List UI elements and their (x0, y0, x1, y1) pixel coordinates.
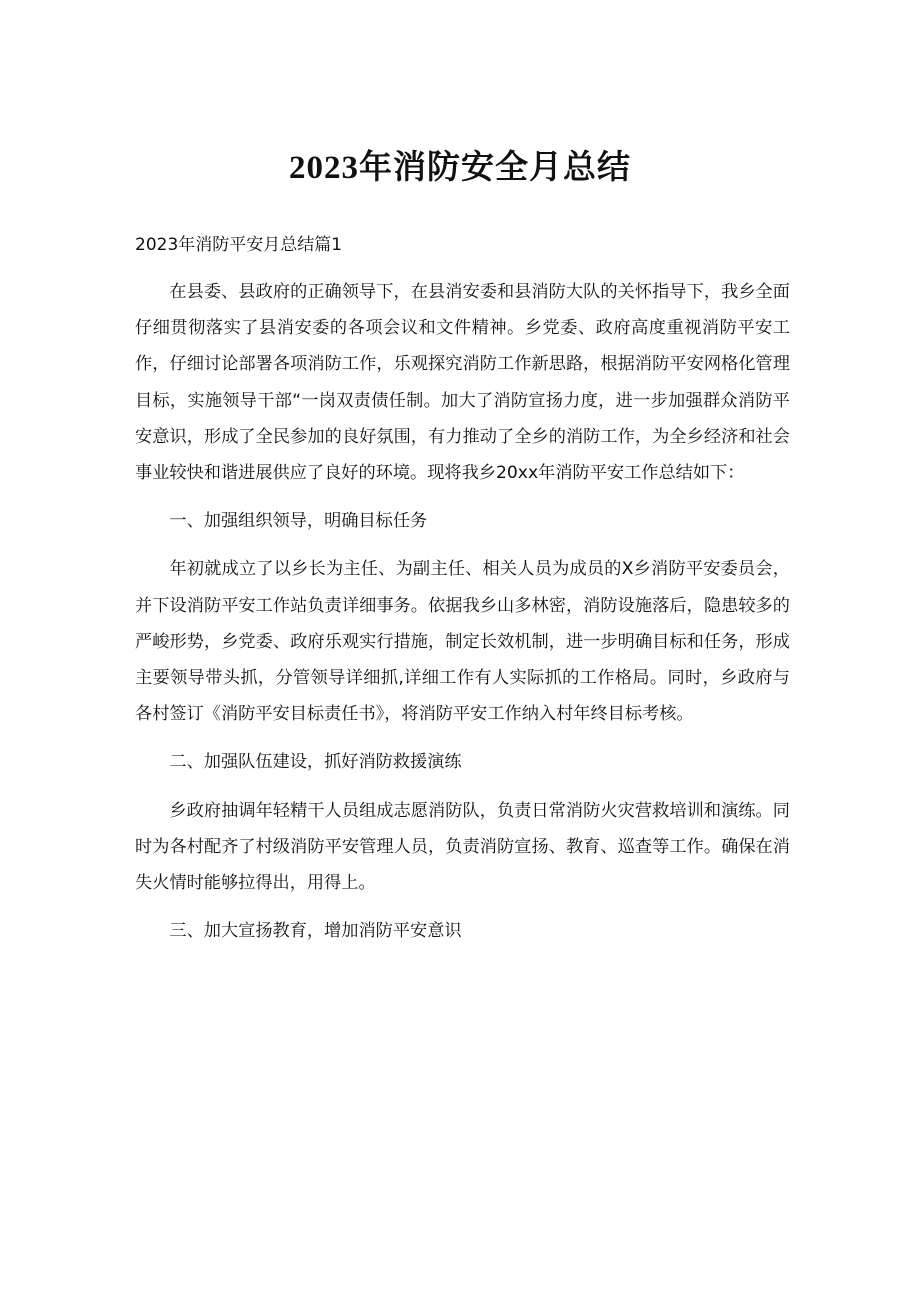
paragraph-section-1: 年初就成立了以乡长为主任、为副主任、相关人员为成员的X乡消防平安委员会，并下设消防平安工作站负责详细事务。依据我乡山多林密，消防设施落后，隐患较多的严峻形势，乡党委、政府乐观实行措施，制定长效机制，进一步明确目标和任务，形成主要领导带头抓，分管领导详细抓,详细工作有人实际抓的工作格局。同时，乡政府与各村签订《消防平安目标责任书》，将消防平安工作纳入村年终目标考核。 (135, 559, 790, 725)
section-heading-2: 二、加强队伍建设，抓好消防救援演练 (169, 752, 462, 773)
section-heading-3: 三、加大宣扬教育，增加消防平安意识 (169, 921, 462, 942)
document-title: 2023年消防安全月总结 (289, 150, 631, 186)
paragraph-intro: 在县委、县政府的正确领导下，在县消安委和县消防大队的关怀指导下，我乡全面仔细贯彻落实了县消安委的各项会议和文件精神。乡党委、政府高度重视消防平安工作，仔细讨论部署各项消防工作，乐观探究消防工作新思路，根据消防平安网格化管理目标，实施领导干部“一岗双责债任制。加大了消防宣扬力度，进一步加强群众消防平安意识，形成了全民参加的良好氛围，有力推动了全乡的消防工作，为全乡经济和社会事业较快和谐进展供应了良好的环境。现将我乡20xx年消防平安工作总结如下： (135, 282, 790, 484)
document-subtitle: 2023年消防平安月总结篇1 (135, 235, 343, 255)
section-heading-1: 一、加强组织领导，明确目标任务 (169, 511, 428, 532)
document-body (135, 274, 790, 949)
paragraph-section-2: 乡政府抽调年轻精干人员组成志愿消防队，负责日常消防火灾营救培训和演练。同时为各村配齐了村级消防平安管理人员，负责消防宣扬、教育、巡查等工作。确保在消失火情时能够拉得出，用得上。 (135, 800, 790, 894)
